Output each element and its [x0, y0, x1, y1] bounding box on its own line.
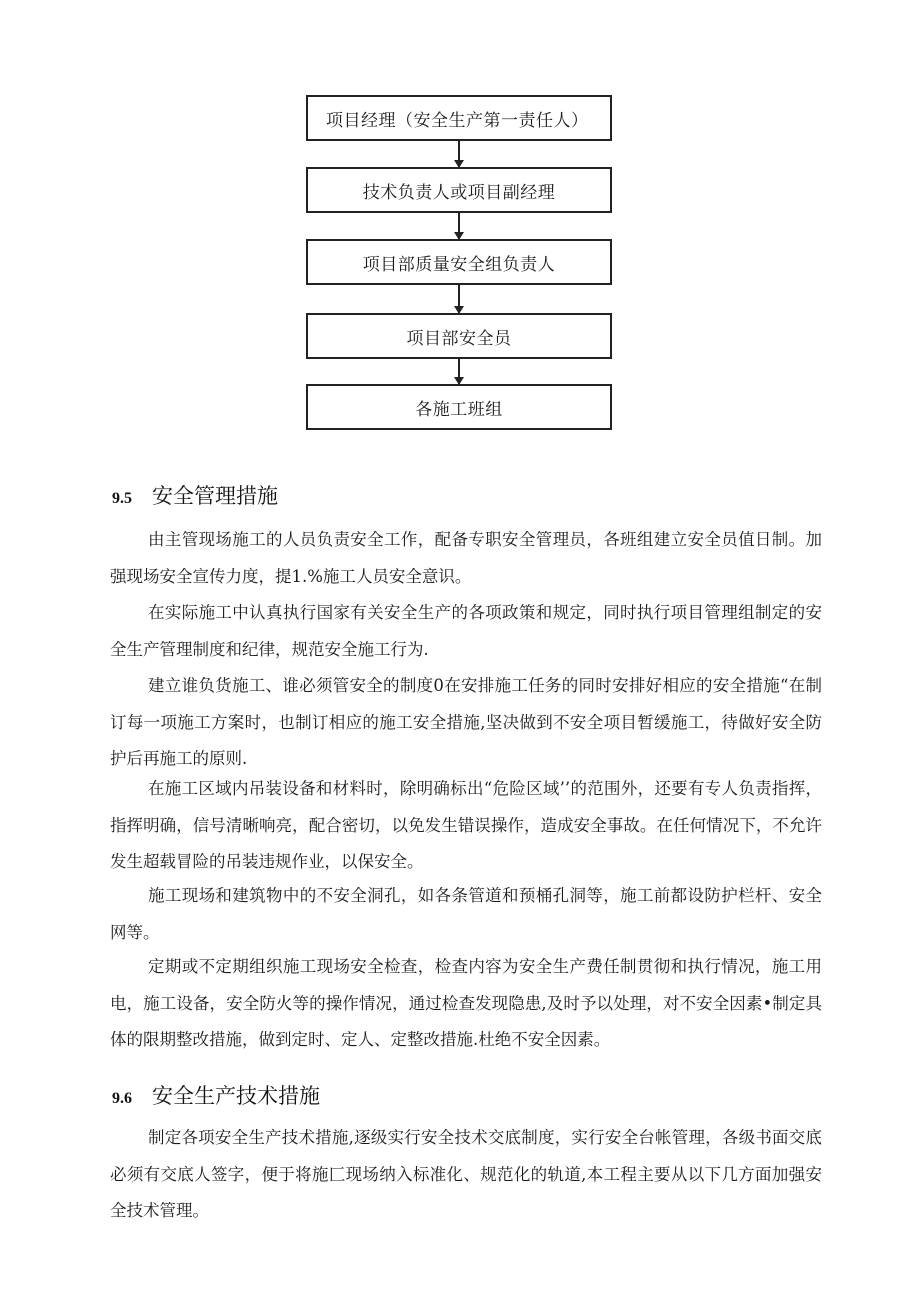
section-number: 9.6: [112, 1090, 132, 1107]
section-title: 安全生产技术措施: [152, 1084, 320, 1108]
flow-box-work-teams: 各施工班组: [306, 384, 612, 430]
paragraph: 定期或不定期组织施工现场安全检查，检查内容为安全生产费任制贯彻和执行情况，施工用电，施工设备，安全防火等的操作情况，通过检查发现隐患,及时予以处理，对不安全因素•制定具体的限期整改措施，做到定时、定人、定整改措施.杜绝不安全因素。: [110, 957, 822, 1049]
flow-box-project-manager: 项目经理（安全生产第一责任人）: [306, 95, 612, 141]
flow-arrow-down: [458, 213, 460, 239]
flow-arrow-down: [458, 359, 460, 384]
paragraph: 在施工区域内吊装设备和材料时，除明确标出“危险区域’’的范围外，还要有专人负责指挥，指挥明确，信号清晰响亮，配合密切，以免发生错误操作，造成安全事故。在任何情况下，不允许发生超载冒险的吊装违规作业，以保安全。: [110, 779, 822, 871]
flow-box-safety-officer: 项目部安全员: [306, 313, 612, 359]
paragraph: 在实际施工中认真执行国家有关安全生产的各项政策和规定，同时执行项目管理组制定的安全生产管理制度和纪律，规范安全施工行为.: [110, 603, 822, 659]
flow-box-technical-lead: 技术负责人或项目副经理: [306, 167, 612, 213]
paragraph: 施工现场和建筑物中的不安全洞孔，如各条管道和预桶孔洞等，施工前都设防护栏杆、安全网等。: [110, 886, 822, 942]
flow-arrow-down: [458, 141, 460, 167]
section-title: 安全管理措施: [152, 484, 278, 508]
paragraph: 制定各项安全生产技术措施,逐级实行安全技术交底制度，实行安全台帐管理，各级书面交底必须有交底人签字，便于将施匚现场纳入标准化、规范化的轨道,本工程主要从以下几方面加强安全技术管理。: [110, 1128, 822, 1220]
section-heading-9-5: [112, 480, 278, 510]
section-number: 9.5: [112, 490, 132, 507]
paragraph: 建立谁负货施工、谁必须管安全的制度0在安排施工任务的同时安排好相应的安全措施“在制订每一项施工方案时，也制订相应的施工安全措施,坚决做到不安全项目暂缓施工，待做好安全防护后再施工的原则.: [110, 676, 822, 768]
section-heading-9-6: [112, 1080, 320, 1110]
flow-box-quality-safety-lead: 项目部质量安全组负责人: [306, 239, 612, 285]
flow-arrow-down: [458, 285, 460, 313]
org-flowchart: [0, 0, 920, 450]
paragraph: 由主管现场施工的人员负责安全工作，配备专职安全管理员，各班组建立安全员值日制。加强现场安全宣传力度，提1.%施工人员安全意识。: [110, 530, 822, 586]
